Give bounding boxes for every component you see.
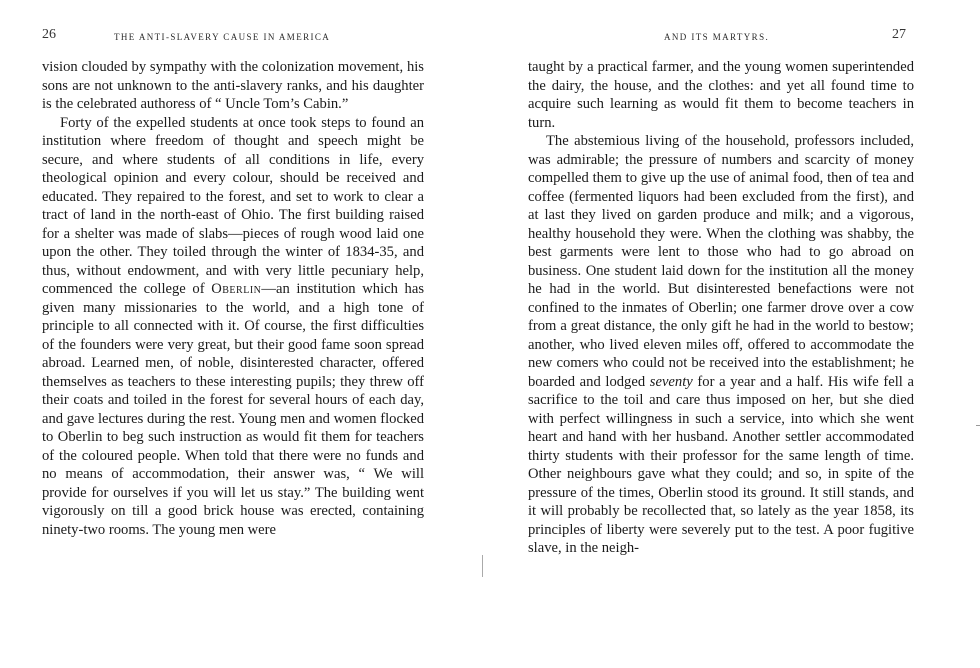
emphasis: seventy — [649, 373, 693, 390]
edge-mark — [976, 425, 980, 426]
page-number: 26 — [42, 27, 56, 42]
text-span: —an institution which has given many missionaries to the world, and a high tone of principle to all connected with it. Of course, the first difficulties of the founders were very great, but their good fame soon spread abroad. Learned men, of noble, disinterested character, offered themselves as teachers to these interesting pupils; they threw off their coats and toiled in the forest for several hours of each day, and gave lectures during the rest. Young men and women flocked to Oberlin to beg such instruction as would fit them for teachers of the coloured people. When told that there were no funds and no means of accommodation, their answer was, “ We will provide for ourselves if you will let us stay.” The building went vigorously on till a good brick house was erected, containing ninety-two rooms. The young men were — [42, 281, 424, 538]
gutter-mark — [482, 555, 483, 577]
page-number: 27 — [892, 27, 906, 42]
body-text — [42, 58, 424, 539]
right-page — [492, 0, 980, 668]
text-span: The abstemious living of the household, professors included, was admirable; the pressure of numbers and scarcity of money compelled them to give up the use of animal food, then of tea and coffee (fermented liquors had been excluded from the first), and at last they lived on garden produce and milk; and a vigorous, healthy household they were. When the clothing was shabby, the best garments were lent to those who had to go abroad on business. One student laid down for the institution all the money he had in the world. But disinterested benefactions were not confined to the inmates of Oberlin; one farmer drove over a cow from a great distance, the only gift he had in the world to bestow; another, who lived eleven miles off, offered to accommodate the new comers who could not be received into the establishment; he boarded and lodged — [528, 133, 914, 390]
college-name: Oberlin — [211, 281, 262, 297]
text-span: for a year and a half. His wife fell a sacrifice to the toil and care thus imposed on her, but she died with perfect willingness in such a service, into which she went heart and hand with her husband. Another settler accommodated thirty students with their professor for the same length of time. Other neighbours gave what they could; and so, in spite of the pressure of the times, Oberlin stood its ground. It still stands, and it will probably be recollected that, so lately as the year 1858, its principles of liberty were severely put to the test. A poor fugitive slave, in the neigh- — [528, 373, 914, 556]
left-page — [0, 0, 470, 668]
paragraph: taught by a practical farmer, and the young women superintended the dairy, the house, and the clothes: and yet all found time to acquire such learning as would fit them to become teachers in turn. — [528, 59, 914, 131]
running-head: AND ITS MARTYRS. — [664, 32, 770, 42]
running-head: THE ANTI-SLAVERY CAUSE IN AMERICA — [114, 32, 331, 42]
body-text — [528, 58, 914, 558]
paragraph — [42, 114, 424, 540]
text-span: Forty of the expelled students at once took steps to found an institution where freedom of thought and speech might be secure, and where students of all conditions in life, every theological opinion and every colour, should be received and educated. They repaired to the forest, and set to work to clear a tract of land in the north-east of Ohio. The first building raised for a shelter was made of slabs—pieces of rough wood laid one upon the other. They toiled through the winter of 1834-35, and thus, without endowment, and with very little pecuniary help, commenced the college of — [42, 114, 424, 297]
paragraph — [528, 132, 914, 558]
paragraph: vision clouded by sympathy with the colonization movement, his sons are not unknown to the anti-slavery ranks, and his daughter is the celebrated authoress of “ Uncle Tom’s Cabin.” — [42, 59, 424, 112]
